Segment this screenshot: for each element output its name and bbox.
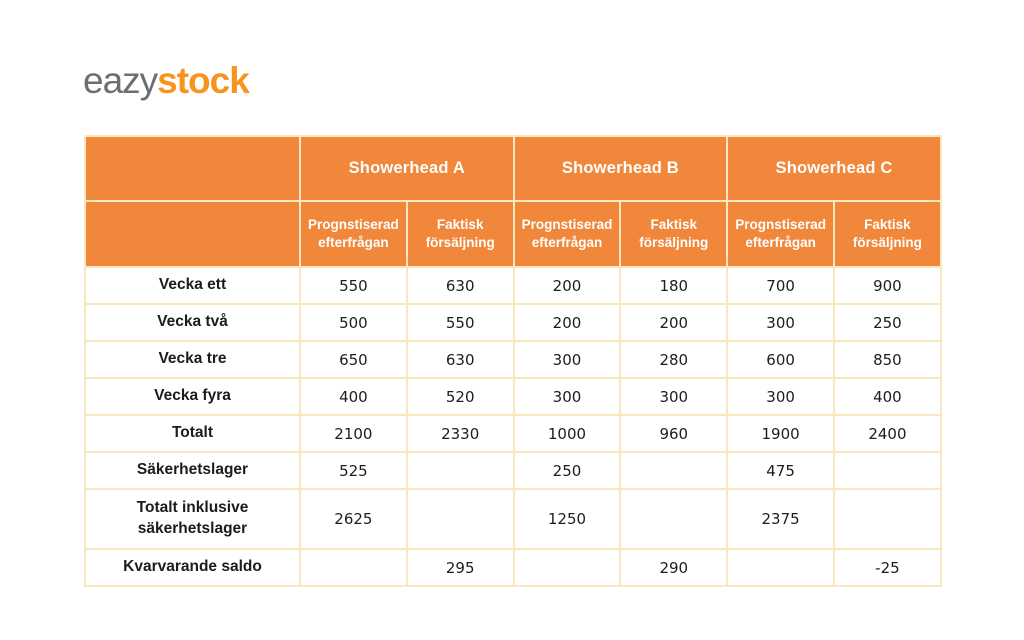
table-cell: 2625 (300, 489, 407, 549)
row-label: Totalt inklusive säkerhetslager (85, 489, 300, 549)
table-cell: 1000 (514, 415, 621, 452)
table-cell: 900 (834, 267, 941, 304)
table-cell (407, 452, 514, 489)
table-cell: 290 (620, 549, 727, 586)
row-label: Totalt (85, 415, 300, 452)
demand-forecast-table (84, 135, 942, 587)
table-row (85, 489, 941, 549)
table-row (85, 415, 941, 452)
table-cell (620, 452, 727, 489)
corner-cell (85, 136, 300, 201)
sub-header-forecast-c: Prognstiserad efterfrågan (727, 201, 834, 267)
table-cell: 400 (834, 378, 941, 415)
table-row (85, 549, 941, 586)
sub-header-forecast-b: Prognstiserad efterfrågan (514, 201, 621, 267)
group-header-showerhead-c: Showerhead C (727, 136, 941, 201)
table-cell: 300 (727, 304, 834, 341)
table-cell: -25 (834, 549, 941, 586)
sub-header-row (85, 201, 941, 267)
table-cell: 2400 (834, 415, 941, 452)
table-cell: 630 (407, 341, 514, 378)
corner-cell (85, 201, 300, 267)
table-cell: 600 (727, 341, 834, 378)
sub-header-forecast-a: Prognstiserad efterfrågan (300, 201, 407, 267)
table-cell (300, 549, 407, 586)
logo-text-eazy: eazy (83, 60, 158, 101)
table-cell: 300 (727, 378, 834, 415)
table-cell: 280 (620, 341, 727, 378)
group-header-showerhead-b: Showerhead B (514, 136, 728, 201)
table-cell (514, 549, 621, 586)
table-cell: 700 (727, 267, 834, 304)
row-label: Vecka tre (85, 341, 300, 378)
sub-header-actual-c: Faktisk försäljning (834, 201, 941, 267)
table-cell (620, 489, 727, 549)
table-cell: 250 (834, 304, 941, 341)
table-row (85, 341, 941, 378)
table-cell (834, 452, 941, 489)
table-cell: 500 (300, 304, 407, 341)
table-cell: 520 (407, 378, 514, 415)
table-cell: 630 (407, 267, 514, 304)
group-header-row (85, 136, 941, 201)
table-cell (727, 549, 834, 586)
logo-text-stock: stock (157, 60, 249, 101)
row-label: Vecka fyra (85, 378, 300, 415)
table-row (85, 304, 941, 341)
table-cell: 200 (620, 304, 727, 341)
row-label: Vecka två (85, 304, 300, 341)
table-cell: 960 (620, 415, 727, 452)
row-label: Vecka ett (85, 267, 300, 304)
table-cell: 550 (300, 267, 407, 304)
table-row (85, 267, 941, 304)
group-header-showerhead-a: Showerhead A (300, 136, 514, 201)
table-cell: 295 (407, 549, 514, 586)
table-cell: 2330 (407, 415, 514, 452)
table-row (85, 452, 941, 489)
table-cell: 300 (514, 378, 621, 415)
table-cell: 200 (514, 304, 621, 341)
table-cell: 550 (407, 304, 514, 341)
table-cell: 525 (300, 452, 407, 489)
table-cell: 250 (514, 452, 621, 489)
sub-header-actual-b: Faktisk försäljning (620, 201, 727, 267)
eazystock-logo (83, 62, 249, 99)
table-cell: 1900 (727, 415, 834, 452)
table-row (85, 378, 941, 415)
table-cell: 1250 (514, 489, 621, 549)
table-cell: 300 (620, 378, 727, 415)
table-cell: 200 (514, 267, 621, 304)
row-label: Kvarvarande saldo (85, 549, 300, 586)
table-cell (834, 489, 941, 549)
table-cell: 180 (620, 267, 727, 304)
table-cell: 400 (300, 378, 407, 415)
table-cell: 2375 (727, 489, 834, 549)
row-label: Säkerhetslager (85, 452, 300, 489)
table-cell (407, 489, 514, 549)
table-cell: 850 (834, 341, 941, 378)
table-cell: 475 (727, 452, 834, 489)
table-cell: 650 (300, 341, 407, 378)
sub-header-actual-a: Faktisk försäljning (407, 201, 514, 267)
table-cell: 300 (514, 341, 621, 378)
table-cell: 2100 (300, 415, 407, 452)
